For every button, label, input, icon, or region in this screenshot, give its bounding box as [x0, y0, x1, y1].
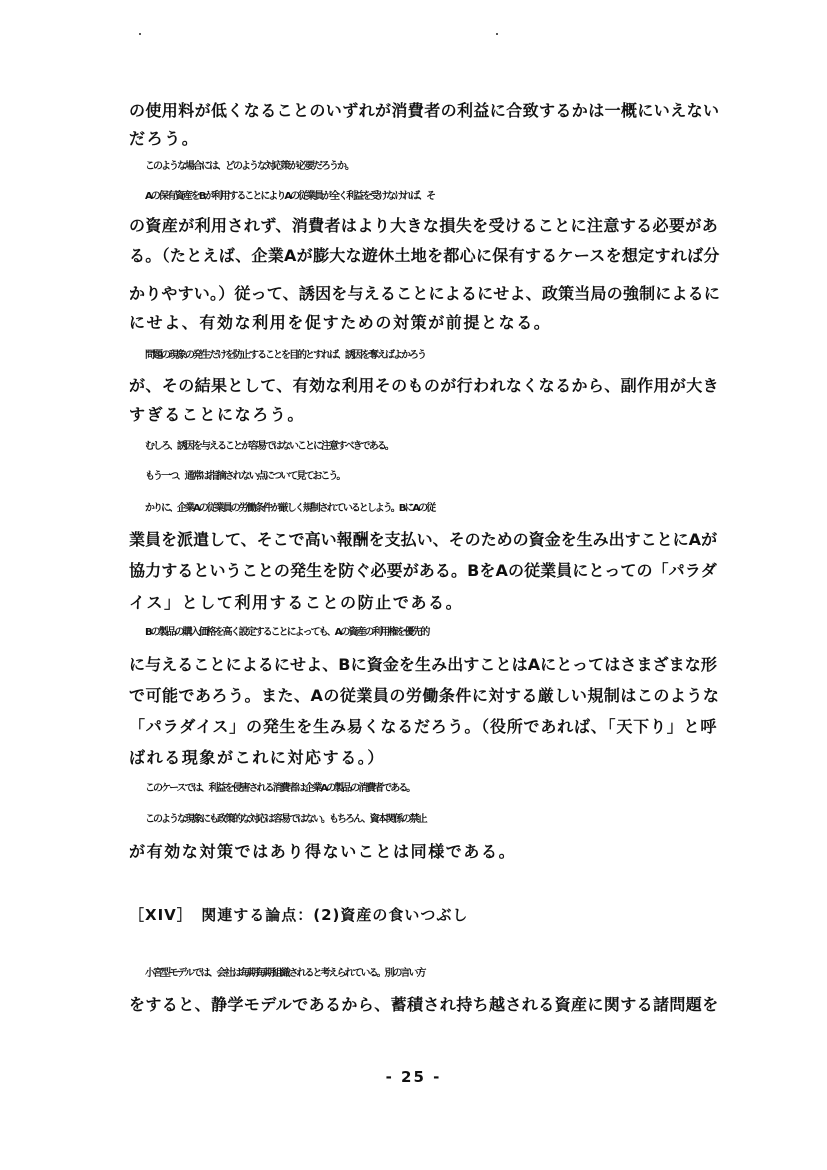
scan-speck	[139, 33, 141, 35]
body-line: このような場合には、どのような対応策が必要だろうか。	[145, 161, 353, 172]
body-line: が、その結果として、有効な利用そのものが行われなくなるから、副作用が大き	[129, 376, 720, 395]
body-line: で可能であろう。また、Aの従業員の労働条件に対する厳しい規制はこのような	[129, 686, 720, 705]
body-line: をすると、静学モデルであるから、蓄積され持ち越される資産に関する諸問題を	[129, 995, 719, 1014]
page-number: - 25 -	[385, 1068, 442, 1086]
body-line: に与えることによるにせよ、Bに資金を生み出すことはAにとってはさまざまな形	[129, 655, 717, 674]
body-line: もう一つ、通常は指摘されない点について見ておこう。	[145, 471, 345, 482]
body-line: る。（たとえば、企業Aが膨大な遊休土地を都心に保有するケースを想定すれば分	[129, 246, 720, 265]
section-heading: ［XIV］ 関連する論点：(2)資産の食いつぶし	[129, 906, 469, 924]
body-line: の資産が利用されず、消費者はより大きな損失を受けることに注意する必要があ	[129, 216, 719, 235]
body-line: だろう。	[129, 129, 200, 148]
body-line: 業員を派遣して、そこで高い報酬を支払い、そのための資金を生み出すことにAが	[129, 530, 718, 549]
body-line: Aの保有資産をBが利用することによりAの従業員が全く利益を受けなければ、そ	[145, 191, 435, 202]
body-line: このような現象にも政策的な対応は容易ではない。もちろん、資本関係の禁止	[145, 814, 426, 825]
body-line: むしろ、誘因を与えることが容易ではないことに注意すべきである。	[145, 441, 393, 452]
body-line: 小宮型モデルでは、会社は毎期毎期組織されると考えられている。別の言い方	[145, 968, 425, 979]
body-line: Bの製品の購入価格を高く設定することによっても、Aの資産の利用権を優先的	[145, 627, 429, 638]
body-line: かりに、企業Aの従業員の労働条件が厳しく規制されているとしよう。BにAの従	[145, 503, 435, 514]
body-line: イス」として利用することの防止である。	[129, 593, 464, 612]
body-line: 協力するということの発生を防ぐ必要がある。BをAの従業員にとっての「パラダ	[129, 561, 717, 580]
body-line: かりやすい。）従って、誘因を与えることによるにせよ、政策当局の強制によるに	[129, 284, 721, 303]
body-line: ばれる現象がこれに対応する。）	[129, 748, 386, 767]
body-line: このケースでは、利益を侵害される消費者は企業Aの製品の消費者である。	[145, 783, 415, 794]
scan-speck	[496, 33, 498, 35]
body-line: すぎることになろう。	[129, 405, 306, 424]
body-line: の使用料が低くなることのいずれが消費者の利益に合致するかは一概にいえない	[129, 101, 720, 120]
body-line: が有効な対策ではあり得ないことは同様である。	[129, 842, 517, 861]
body-line: にせよ、有効な利用を促すための対策が前提となる。	[129, 313, 552, 332]
body-line: 問題の現象の発生だけを防止することを目的とすれば、誘因を奪えばよかろう	[145, 350, 425, 361]
body-line: 「パラダイス」の発生を生み易くなるだろう。（役所であれば、「天下り」と呼	[129, 717, 718, 736]
